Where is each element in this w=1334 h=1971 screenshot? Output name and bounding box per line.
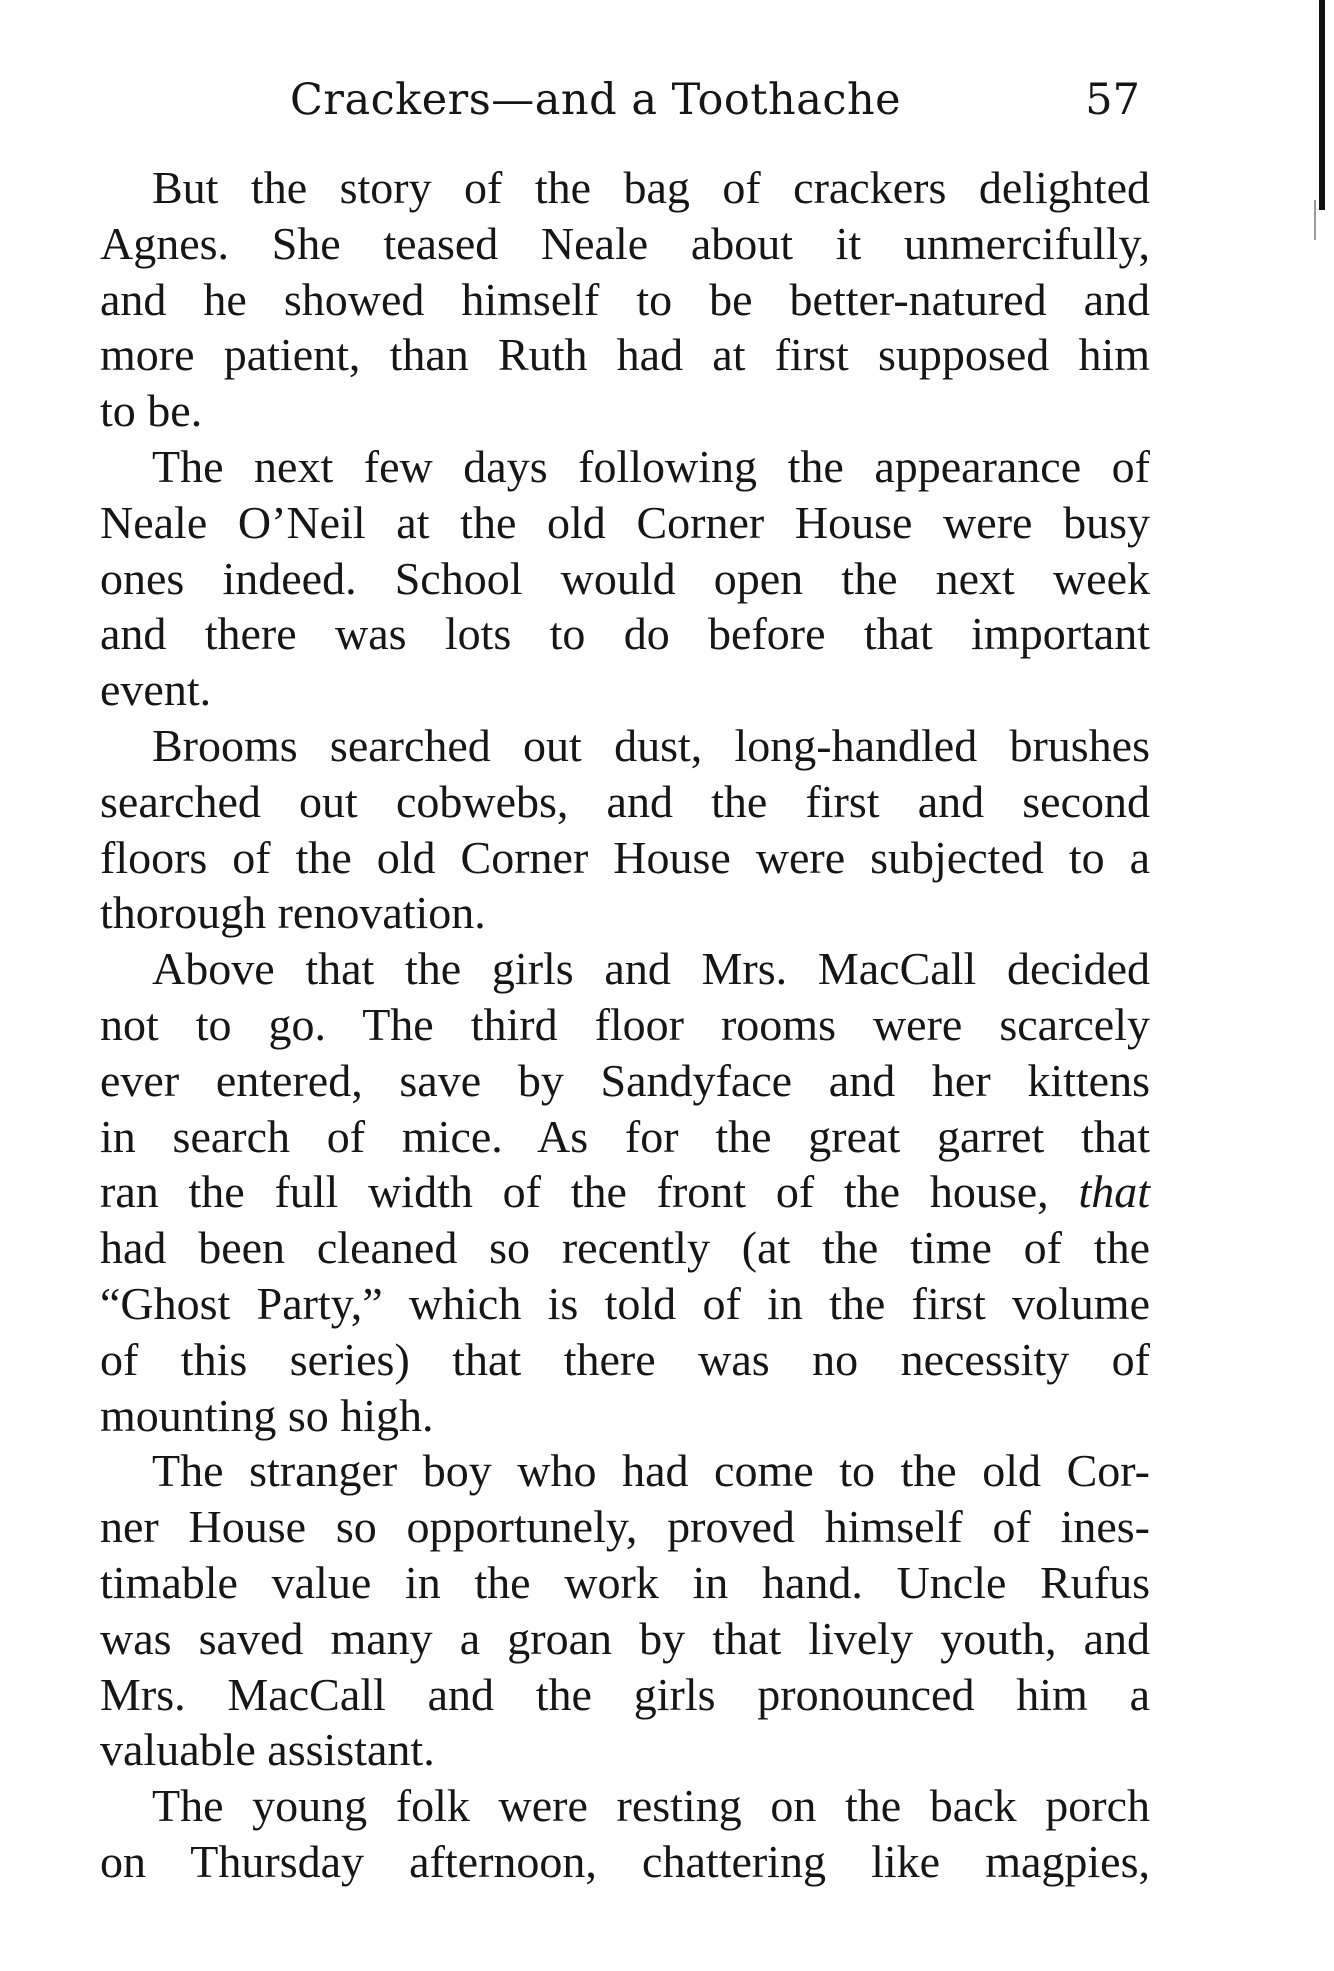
text-line: ones indeed. School would open the next week — [100, 552, 1150, 604]
text-line: on Thursday afternoon, chattering like magpies, — [100, 1835, 1150, 1887]
text-line: ner House so opportunely, proved himself of ines- — [100, 1501, 1150, 1553]
text-line: The next few days following the appearance of — [152, 440, 1150, 492]
text-line: searched out cobwebs, and the first and second — [100, 775, 1150, 827]
running-title: Crackers—and a Toothache — [290, 75, 902, 125]
text-line: and there was lots to do before that important — [100, 608, 1150, 660]
text-line: But the story of the bag of crackers delighted — [152, 162, 1150, 213]
running-head — [290, 70, 1140, 130]
text-line: event. — [100, 664, 212, 716]
text-line: was saved many a groan by that lively youth, and — [100, 1612, 1150, 1664]
body-text — [100, 160, 1150, 1890]
text-line: ever entered, save by Sandyface and her kittens — [100, 1054, 1150, 1106]
text-line: had been cleaned so recently (at the time of the — [100, 1222, 1150, 1274]
text-line: valuable assistant. — [100, 1724, 435, 1776]
text-line: more patient, than Ruth had at first supposed him — [100, 329, 1150, 381]
text-line: floors of the old Corner House were subjected to a — [100, 831, 1150, 883]
margin-scan-edge-faint — [1314, 200, 1316, 240]
text-segment: ran the full width of the front of the house, — [100, 1166, 1049, 1218]
text-line: Brooms searched out dust, long-handled brushes — [152, 719, 1150, 771]
text-line: The young folk were resting on the back porch — [152, 1780, 1150, 1832]
text-line: The stranger boy who had come to the old Cor- — [152, 1445, 1150, 1497]
text-line: to be. — [100, 385, 203, 437]
text-line: Mrs. MacCall and the girls pronounced him a — [100, 1668, 1150, 1720]
text-line: timable value in the work in hand. Uncle Rufus — [100, 1556, 1150, 1608]
text-line: and he showed himself to be better-natured and — [100, 273, 1150, 325]
text-line: Above that the girls and Mrs. MacCall decided — [152, 943, 1150, 995]
text-line: thorough renovation. — [100, 887, 486, 939]
text-line: Agnes. She teased Neale about it unmercifully, — [100, 217, 1150, 269]
text-line: “Ghost Party,” which is told of in the first volume — [100, 1277, 1150, 1329]
text-line: not to go. The third floor rooms were scarcely — [100, 998, 1150, 1050]
text-line-with-italic — [100, 1164, 1150, 1220]
text-line: of this series) that there was no necessity of — [100, 1333, 1150, 1385]
italic-word: that — [1078, 1166, 1151, 1218]
page-number: 57 — [1085, 75, 1140, 125]
text-line: Neale O’Neil at the old Corner House were busy — [100, 496, 1150, 548]
text-line: mounting so high. — [100, 1389, 434, 1441]
text-line: in search of mice. As for the great garret that — [100, 1110, 1150, 1162]
margin-scan-edge — [1319, 0, 1325, 210]
